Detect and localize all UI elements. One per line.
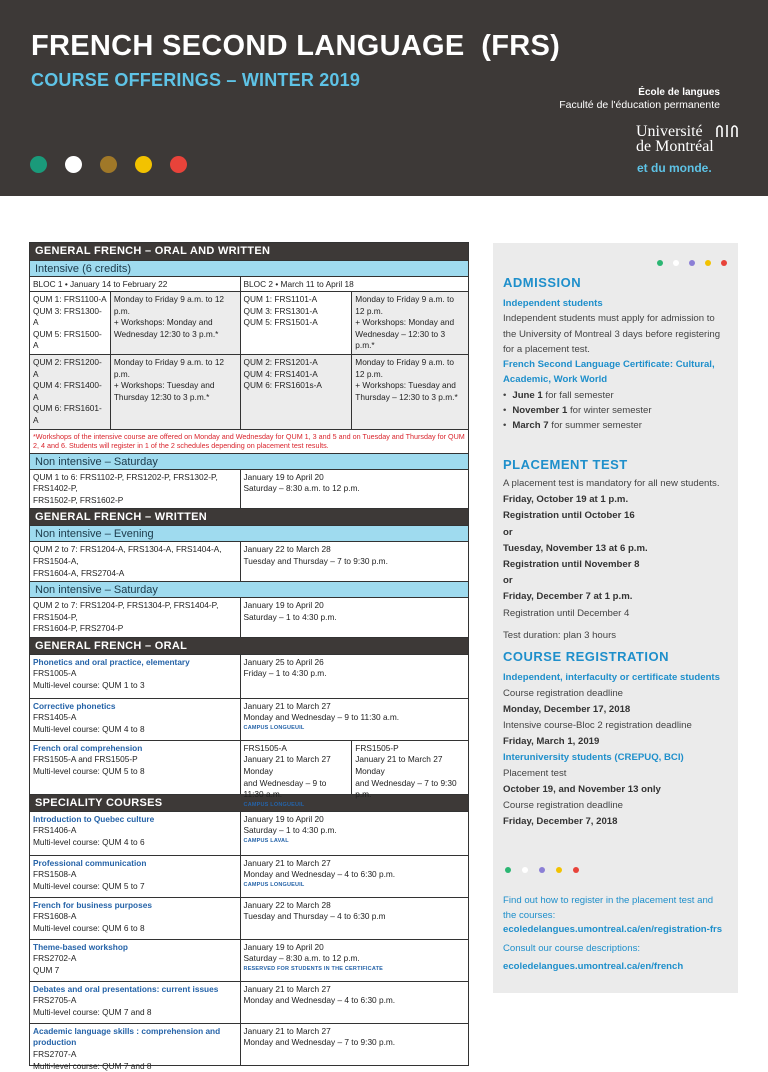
course-code: FRS1508-A: [33, 869, 77, 880]
course-dates: January 22 to March 28: [243, 899, 331, 910]
dot-ochre: [100, 156, 117, 173]
header-banner: [0, 0, 768, 196]
course-row: QUM 2 to 7: FRS1204-A, FRS1304-A, FRS1404-A, FRS1504-A, FRS1604-A, FRS2704-A January 22 to March 28 Tuesday and Thursday – 7 to 9:30 p.m.: [30, 541, 468, 581]
dot-green: [30, 156, 47, 173]
course-descriptions-link[interactable]: ecoledelangues.umontreal.ca/en/french: [503, 961, 684, 972]
course-row: French oral comprehension FRS1505-A and FRS1505-P Multi-level course: QUM 5 to 8 FRS1505-A January 21 to March 27 Monday and Wednesday – 9 to 11:30 a.m. CAMPUS LONGUEUIL FRS1505-P January 21 to March 27 Monday and Wednesday – 7 to 9:30 p.m.: [30, 740, 468, 794]
course-row: [30, 855, 468, 897]
course-level: Multi-level course: QUM 7 and 8: [33, 1007, 152, 1018]
course-codes: QUM 1: FRS1101-A QUM 3: FRS1301-A QUM 5: FRS1501-A: [240, 292, 352, 354]
dot-white: [673, 260, 679, 266]
course-code: FRS2702-A: [33, 953, 77, 964]
course-schedule: Monday to Friday 9 a.m. to 12 p.m. + Workshops: Monday and Wednesday – 12:30 to 3 p.m.*: [351, 292, 468, 354]
course-title: Professional communication: [33, 857, 147, 868]
links-section: Find out how to register in the placement test and the courses: ecoledelangues.umontreal.ca/en/registration-frs Consult our course descriptions: ecoledelangues.umontreal.ca/en/french: [503, 894, 728, 975]
dot-yellow: [135, 156, 152, 173]
page-title: FRENCH SECOND LANGUAGE (FRS): [31, 30, 561, 62]
course-dates: January 19 to April 20: [243, 813, 324, 824]
course-code: FRS2705-A: [33, 995, 77, 1006]
placement-section: A placement test is mandatory for all new students. Friday, October 19 at 1 p.m. Registration until October 16 or Tuesday, November 13 at 6 p.m. Registration until November 8 or Friday, December 7 at 1 p.m. Registration until December 4 Test duration: plan 3 hours: [503, 478, 720, 641]
dot-yellow: [705, 260, 711, 266]
subsection-non-intensive-saturday: Non intensive – Saturday: [30, 581, 468, 597]
bloc2-label: BLOC 2 • March 11 to April 18: [240, 277, 468, 291]
course-title: Introduction to Quebec culture: [33, 813, 155, 824]
course-dates: January 19 to April 20: [243, 941, 324, 952]
subsection-non-intensive-saturday: Non intensive – Saturday: [30, 453, 468, 469]
tagline: et du monde.: [637, 161, 712, 175]
course-row: [30, 939, 468, 981]
admission-deadlines: • June 1 for fall semester • November 1 for winter semester • March 7 for summer semester: [503, 388, 728, 434]
course-codes: QUM 1: FRS1100-A QUM 3: FRS1300-A QUM 5: FRS1500-A: [33, 294, 107, 351]
sidebar-dots: [657, 260, 727, 266]
course-code: FRS1608-A: [33, 911, 77, 922]
course-schedule: Monday to Friday 9 a.m. to 12 p.m. + Workshops: Tuesday and Thursday – 12:30 to 3 p.m.*: [351, 355, 468, 429]
course-row: Corrective phonetics FRS1405-A Multi-level course: QUM 4 to 8 January 21 to March 27 Monday and Wednesday – 9 to 11:30 a.m. CAMPUS LONGUEUIL: [30, 698, 468, 740]
bloc1-label: BLOC 1 • January 14 to February 22: [33, 279, 168, 289]
course-row: [30, 1023, 468, 1071]
dot-white: [522, 867, 528, 873]
section-general-oral-written: GENERAL FRENCH – ORAL AND WRITTEN: [30, 243, 468, 260]
course-title: Debates and oral presentations: current issues: [33, 983, 219, 994]
color-dots: [30, 156, 187, 173]
course-dates: January 21 to March 27: [243, 857, 331, 868]
course-row: [30, 897, 468, 939]
university-crest-icon: [716, 122, 738, 138]
campus-label: CAMPUS LONGUEUIL: [243, 801, 305, 808]
admission-heading: ADMISSION: [503, 275, 582, 290]
course-time: Saturday – 8:30 a.m. to 12 p.m.: [243, 953, 360, 964]
course-codes: QUM 2: FRS1200-A QUM 4: FRS1400-A QUM 6: FRS1601-A: [33, 356, 102, 425]
course-table: [29, 242, 469, 1071]
campus-label: CAMPUS LONGUEUIL: [243, 882, 305, 889]
subsection-intensive: Intensive (6 credits): [30, 260, 468, 276]
course-code: FRS2707-A: [33, 1049, 77, 1060]
dot-violet: [689, 260, 695, 266]
course-level: QUM 7: [33, 965, 60, 976]
sidebar-dots-bottom: [505, 867, 579, 873]
university-logo-text: Université de Montréal: [636, 123, 714, 155]
school-name: École de langues Faculté de l'éducation permanente: [559, 87, 720, 111]
dot-red: [170, 156, 187, 173]
campus-label: RESERVED FOR STUDENTS IN THE CERTIFICATE: [243, 966, 384, 973]
course-codes: QUM 2: FRS1201-A QUM 4: FRS1401-A QUM 6: FRS1601s-A: [240, 355, 352, 429]
dot-red: [573, 867, 579, 873]
course-level: Multi-level course: QUM 5 to 7: [33, 881, 145, 892]
dot-red: [721, 260, 727, 266]
registration-heading: COURSE REGISTRATION: [503, 649, 669, 664]
course-title: Theme-based workshop: [33, 941, 128, 952]
campus-label: CAMPUS LAVAL: [243, 838, 289, 845]
page-subtitle: COURSE OFFERINGS – WINTER 2019: [31, 70, 361, 90]
course-time: Monday and Wednesday – 4 to 6:30 p.m.: [243, 869, 396, 880]
section-speciality-courses: SPECIALITY COURSES: [30, 794, 468, 811]
course-row: QUM 1 to 6: FRS1102-P, FRS1202-P, FRS1302-P, FRS1402-P, FRS1502-P, FRS1602-P January 19 to April 20 Saturday – 8:30 a.m. to 12 p.m.: [30, 469, 468, 509]
dot-green: [657, 260, 663, 266]
course-row: QUM 2 to 7: FRS1204-P, FRS1304-P, FRS1404-P, FRS1504-P, FRS1604-P, FRS2704-P January 19 to April 20 Saturday – 1 to 4:30 p.m.: [30, 597, 468, 637]
course-time: Monday and Wednesday – 4 to 6:30 p.m.: [243, 995, 396, 1006]
course-schedule: Monday to Friday 9 a.m. to 12 p.m. + Workshops: Monday and Wednesday 12:30 to 3 p.m.*: [110, 292, 240, 354]
course-code: FRS1406-A: [33, 825, 77, 836]
subsection-non-intensive-evening: Non intensive – Evening: [30, 525, 468, 541]
course-time: Monday and Wednesday – 7 to 9:30 p.m.: [243, 1037, 396, 1048]
registration-section: Independent, interfaculty or certificate students Course registration deadline Monday, December 17, 2018 Intensive course-Bloc 2 registration deadline Friday, March 1, 2019 Interuniversity students (CREPUQ, BCI) Placement test October 19, and November 13 only Course registration deadline Friday, December 7, 2018: [503, 672, 720, 827]
dot-violet: [539, 867, 545, 873]
course-title: Academic language skills : comprehension and production: [33, 1025, 221, 1048]
course-dates: January 21 to March 27: [243, 1025, 331, 1036]
course-schedule: Monday to Friday 9 a.m. to 12 p.m. + Workshops: Tuesday and Thursday 12:30 to 3 p.m.*: [110, 355, 240, 429]
course-row: Phonetics and oral practice, elementary FRS1005-A Multi-level course: QUM 1 to 3 January 25 to April 26 Friday – 1 to 4:30 p.m.: [30, 654, 468, 698]
placement-heading: PLACEMENT TEST: [503, 457, 628, 472]
course-level: Multi-level course: QUM 4 to 6: [33, 837, 145, 848]
campus-label: CAMPUS LONGUEUIL: [243, 725, 305, 732]
course-row: [30, 811, 468, 855]
course-dates: January 21 to March 27: [243, 983, 331, 994]
registration-link[interactable]: ecoledelangues.umontreal.ca/en/registration-frs: [503, 924, 723, 935]
intensive-row-1: [30, 291, 468, 354]
intensive-row-2: [30, 354, 468, 429]
admission-section: Independent students Independent students must apply for admission to the University of Montreal 3 days before registering for a placement test. French Second Language Certificate: Cultural, Academic, Work World • June 1 for fall semester • November 1 for winter semester • March 7 for summer semester: [503, 296, 728, 434]
section-general-oral: GENERAL FRENCH – ORAL: [30, 637, 468, 654]
dot-green: [505, 867, 511, 873]
dot-white: [65, 156, 82, 173]
course-level: Multi-level course: QUM 7 and 8: [33, 1060, 152, 1071]
course-title: French for business purposes: [33, 899, 152, 910]
course-row: [30, 981, 468, 1023]
info-sidebar: [493, 243, 738, 993]
workshop-note: *Workshops of the intensive course are offered on Monday and Wednesday for QUM 1, 3 and 5 and on Tuesday and Thursday for QUM 2, 4 and 6. Students will register in 1 of the 2 schedules depending on placement test results.: [30, 429, 468, 453]
dot-yellow: [556, 867, 562, 873]
course-time: Tuesday and Thursday – 4 to 6:30 p.m: [243, 911, 386, 922]
course-time: Saturday – 1 to 4:30 p.m.: [243, 825, 337, 836]
course-level: Multi-level course: QUM 6 to 8: [33, 923, 145, 934]
section-general-written: GENERAL FRENCH – WRITTEN: [30, 508, 468, 525]
